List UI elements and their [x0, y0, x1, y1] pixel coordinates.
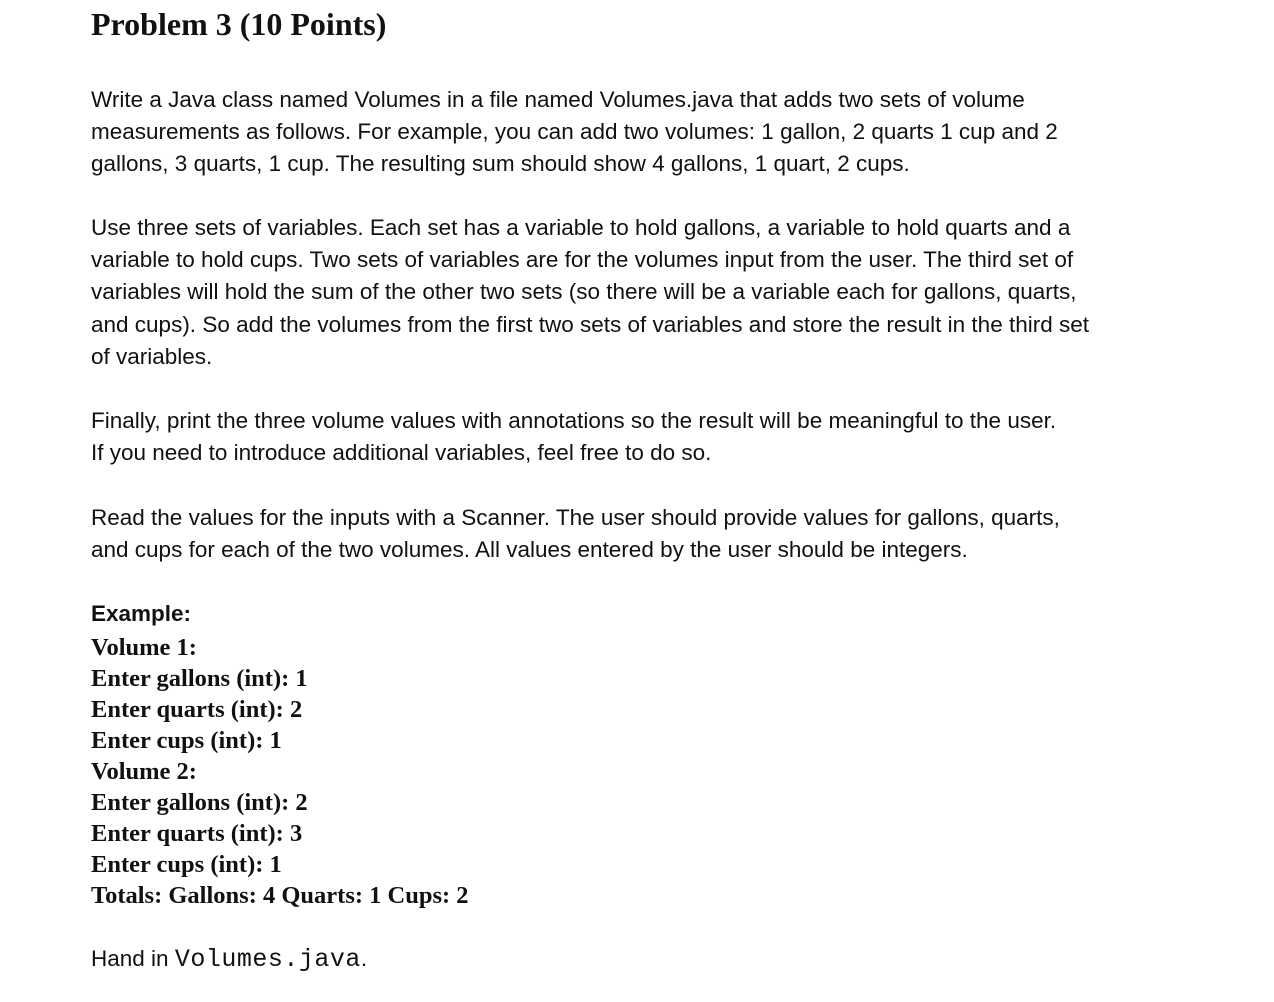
paragraph-variables	[91, 212, 1191, 373]
hand-in-prefix: Hand in	[91, 946, 175, 971]
paragraph-input	[91, 502, 1191, 566]
paragraph-line: and cups). So add the volumes from the first two sets of variables and store the result in the third set	[91, 311, 1089, 337]
paragraph-line: If you need to introduce additional variables, feel free to do so.	[91, 440, 712, 466]
example-line: Volume 1:	[91, 634, 197, 661]
paragraph-line: Write a Java class named Volumes in a file named Volumes.java that adds two sets of volume	[91, 87, 1025, 112]
paragraph-line: Finally, print the three volume values with annotations so the result will be meaningful to the user.	[91, 408, 1057, 433]
paragraph-output	[91, 405, 1191, 469]
example-line: Enter gallons (int): 1	[91, 665, 308, 692]
example-line: Enter cups (int): 1	[91, 851, 282, 878]
hand-in-suffix: .	[360, 946, 368, 971]
example-output-block	[91, 632, 469, 911]
example-line: Enter cups (int): 1	[91, 727, 282, 754]
example-line: Enter quarts (int): 2	[91, 696, 303, 723]
problem-title: Problem 3 (10 Points)	[91, 6, 387, 42]
example-line: Volume 2:	[91, 758, 197, 785]
example-heading: Example:	[91, 601, 192, 626]
example-line: Totals: Gallons: 4 Quarts: 1 Cups: 2	[91, 882, 469, 909]
paragraph-line: of variables.	[91, 343, 213, 369]
paragraph-task-description	[91, 84, 1191, 181]
paragraph-line: Read the values for the inputs with a Scanner. The user should provide values for gallons, quarts,	[91, 505, 1060, 530]
paragraph-line: Use three sets of variables. Each set has a variable to hold gallons, a variable to hold quarts and a	[91, 215, 1071, 240]
paragraph-line: variable to hold cups. Two sets of variables are for the volumes input from the user. The third set of	[91, 247, 1074, 273]
hand-in-filename: Volumes.java	[174, 945, 361, 974]
paragraph-line: gallons, 3 quarts, 1 cup. The resulting sum should show 4 gallons, 1 quart, 2 cups.	[91, 151, 910, 177]
example-line: Enter quarts (int): 3	[91, 820, 303, 847]
paragraph-line: and cups for each of the two volumes. All values entered by the user should be integers.	[91, 537, 968, 563]
paragraph-line: variables will hold the sum of the other two sets (so there will be a variable each for gallons, quarts,	[91, 279, 1077, 305]
hand-in-instruction	[91, 943, 367, 976]
paragraph-line: measurements as follows. For example, you can add two volumes: 1 gallon, 2 quarts 1 cup and 2	[91, 119, 1058, 145]
example-line: Enter gallons (int): 2	[91, 789, 308, 816]
